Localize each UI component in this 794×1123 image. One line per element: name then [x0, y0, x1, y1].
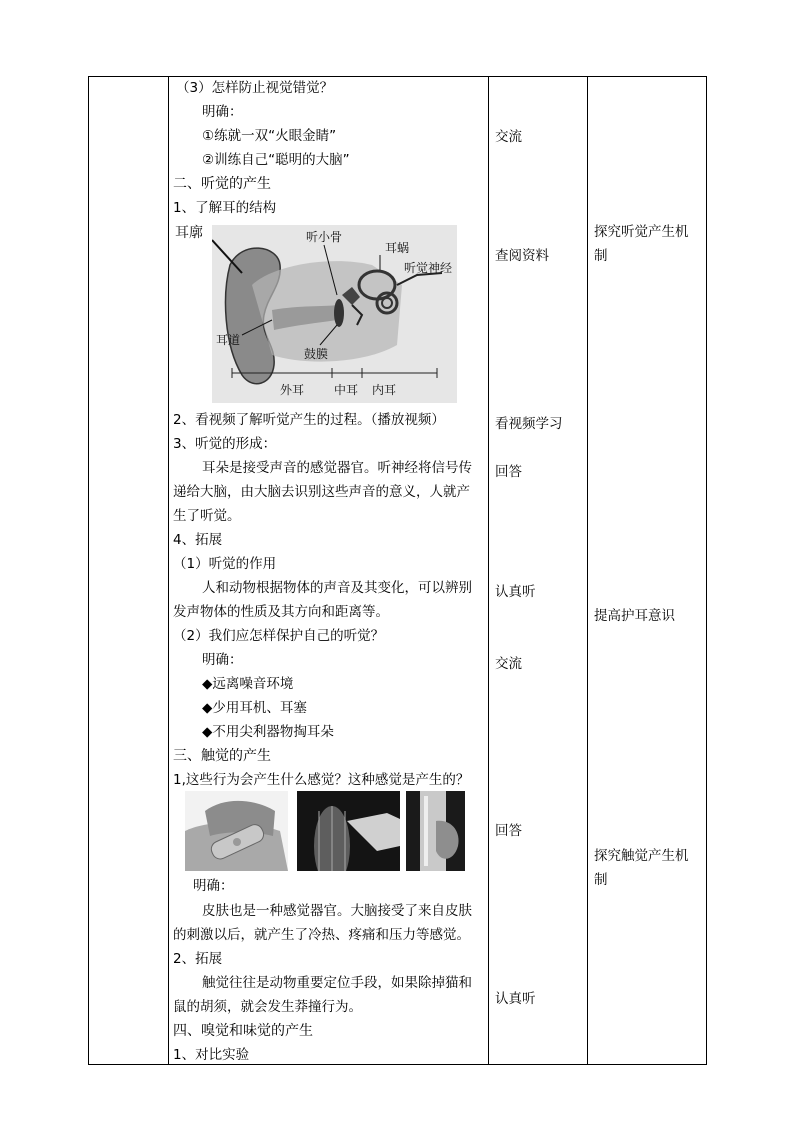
student-activity: 看视频学习 [495, 416, 563, 432]
s4-item-1: 1、对比实验 [173, 1047, 250, 1063]
design-intent: 制 [594, 872, 608, 888]
s2-item-3: 3、听觉的形成： [173, 436, 277, 452]
ear-label-inner-ear: 内耳 [372, 383, 397, 397]
q3-item-1: ①练就一双“火眼金睛” [202, 128, 337, 144]
design-intent: 探究触觉产生机 [594, 848, 689, 864]
student-activity: 回答 [495, 823, 522, 839]
photo-bandage-on-knee [185, 791, 288, 871]
design-intent: 探究听觉产生机 [594, 224, 689, 240]
section-4-title: 四、嗅觉和味觉的产生 [173, 1023, 313, 1039]
s2-bullet-3: ◆不用尖利器物掏耳朵 [202, 724, 334, 740]
s2-sub-1-line-2: 发声物体的性质及其方向和距离等。 [173, 604, 389, 620]
s2-sub-1-line-1: 人和动物根据物体的声音及其变化，可以辨别 [202, 580, 472, 596]
s3-line-1: 皮肤也是一种感觉器官。大脑接受了来自皮肤 [202, 903, 472, 919]
s3-answer-label: 明确： [193, 878, 234, 894]
photo-finger-touching-cactus [297, 791, 400, 871]
column-divider [488, 77, 489, 1064]
student-activity: 查阅资料 [495, 248, 549, 264]
cactus-illustration [297, 791, 400, 871]
student-activity: 回答 [495, 464, 522, 480]
student-activity: 交流 [495, 129, 522, 145]
s2-item-3-line-2: 递给大脑，由大脑去识别这些声音的意义，人就产 [173, 484, 470, 500]
s3-line-2: 的刺激以后，就产生了冷热、疼痛和压力等感觉。 [173, 927, 470, 943]
q3-question: （3）怎样防止视觉错觉？ [176, 80, 334, 96]
student-activity: 认真听 [495, 584, 536, 600]
q3-item-2: ②训练自己“聪明的大脑” [202, 152, 350, 168]
ear-label-middle-ear: 中耳 [334, 383, 359, 397]
ear-label-eardrum: 鼓膜 [304, 347, 329, 361]
s2-item-2: 2、看视频了解听觉产生的过程。（播放视频） [173, 412, 445, 428]
ear-label-auricle: 耳廓 [175, 225, 203, 241]
s2-sub-2: （2）我们应怎样保护自己的听觉？ [173, 628, 385, 644]
q3-answer-label: 明确： [202, 104, 243, 120]
section-3-title: 三、触觉的产生 [173, 748, 271, 764]
s2-sub-1: （1）听觉的作用 [173, 556, 277, 572]
column-divider [587, 77, 588, 1064]
photo-hand-on-cold-glass [406, 791, 465, 871]
ear-label-auditory-nerve: 听觉神经 [404, 261, 453, 275]
s2-item-1: 1、了解耳的结构 [173, 200, 277, 216]
design-intent: 制 [594, 248, 608, 264]
ear-label-cochlea: 耳蜗 [385, 241, 410, 255]
student-activity: 交流 [495, 656, 522, 672]
design-intent: 提高护耳意识 [594, 608, 675, 624]
bandage-illustration [185, 791, 288, 871]
ear-label-ear-canal: 耳道 [216, 333, 241, 347]
student-activity: 认真听 [495, 991, 536, 1007]
s2-item-3-line-1: 耳朵是接受声音的感觉器官。听神经将信号传 [202, 460, 472, 476]
s3-line-3: 触觉往往是动物重要定位手段，如果除掉猫和 [202, 975, 472, 991]
section-2-title: 二、听觉的产生 [173, 176, 271, 192]
s2-bullet-1: ◆远离噪音环境 [202, 676, 294, 692]
s2-bullet-2: ◆少用耳机、耳塞 [202, 700, 307, 716]
column-divider [168, 77, 169, 1064]
s3-item-1: 1,这些行为会产生什么感觉？这种感觉是产生的？ [173, 772, 470, 788]
s2-item-4: 4、拓展 [173, 532, 223, 548]
glass-illustration [406, 791, 465, 871]
s3-line-4: 鼠的胡须，就会发生莽撞行为。 [173, 999, 362, 1015]
ear-structure-diagram [212, 225, 457, 403]
ear-label-ossicles: 听小骨 [306, 230, 343, 244]
s3-item-2: 2、拓展 [173, 951, 223, 967]
s2-sub-2-label: 明确： [202, 652, 243, 668]
s2-item-3-line-3: 生了听觉。 [173, 508, 241, 524]
ear-label-outer-ear: 外耳 [280, 383, 305, 397]
ear-illustration [212, 225, 457, 403]
